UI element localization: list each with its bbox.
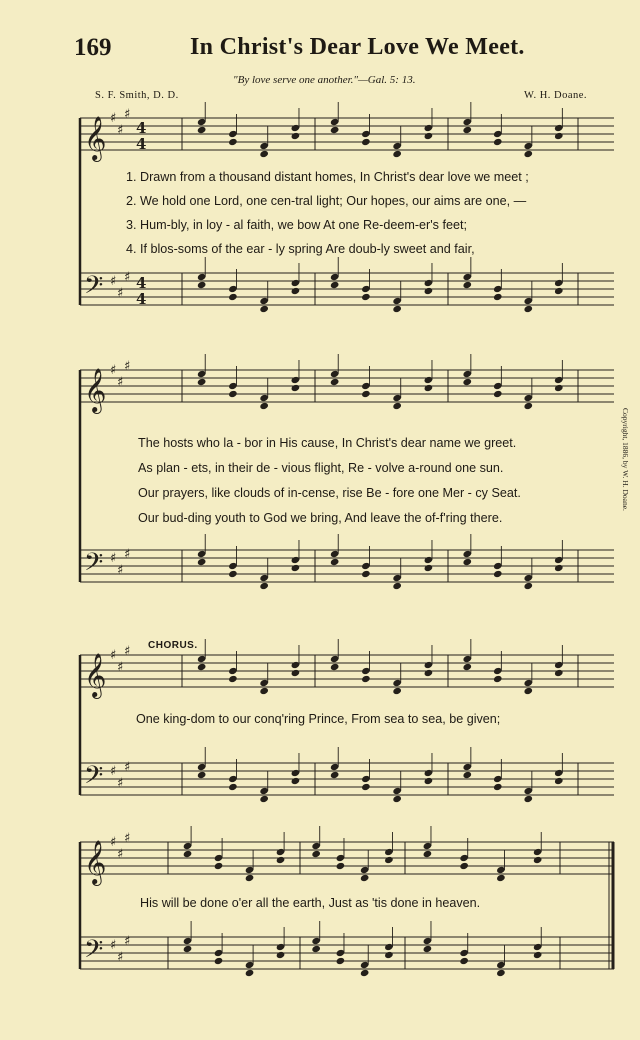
- treble-note: [392, 150, 402, 158]
- bass-note: [197, 558, 207, 566]
- verse-2-line-1: 2. We hold one Lord, one cen-tral light; Our hopes, our aims are one, —: [126, 194, 527, 208]
- bass-note: [554, 564, 564, 572]
- bass-note: [183, 945, 193, 953]
- key-signature-sharp: ♯: [117, 660, 124, 675]
- key-signature-sharp: ♯: [110, 111, 117, 126]
- bass-note: [330, 558, 340, 566]
- bass-note: [197, 771, 207, 779]
- time-signature-top: 4: [136, 274, 147, 292]
- bass-clef-icon: 𝄢: [84, 548, 104, 583]
- bass-note: [330, 281, 340, 289]
- bass-note: [523, 582, 533, 590]
- treble-note: [228, 138, 238, 146]
- bass-note: [384, 951, 394, 959]
- treble-note: [459, 862, 469, 870]
- bass-note: [554, 777, 564, 785]
- treble-note: [228, 390, 238, 398]
- treble-note: [424, 132, 434, 140]
- bass-note: [523, 795, 533, 803]
- verse-3-line-1: 3. Hum-bly, in loy - al faith, we bow At one Re-deem-er's feet;: [126, 218, 467, 232]
- treble-note: [493, 138, 503, 146]
- bass-note: [259, 795, 269, 803]
- bass-note: [360, 969, 370, 977]
- bass-note: [424, 287, 434, 295]
- bass-note: [245, 969, 255, 977]
- bass-note: [554, 287, 564, 295]
- bass-note: [311, 945, 321, 953]
- bass-note: [459, 957, 469, 965]
- key-signature-sharp: ♯: [124, 644, 131, 659]
- treble-note: [424, 669, 434, 677]
- treble-note: [554, 384, 564, 392]
- treble-note: [496, 874, 506, 882]
- time-signature-bottom: 4: [136, 135, 147, 153]
- bass-note: [533, 951, 543, 959]
- treble-note: [493, 390, 503, 398]
- hymn-title: In Christ's Dear Love We Meet.: [190, 34, 525, 60]
- key-signature-sharp: ♯: [110, 551, 117, 566]
- verse-4-line-2: Our bud-ding youth to God we bring, And leave the of-f'ring there.: [138, 511, 503, 525]
- treble-note: [523, 150, 533, 158]
- epigraph: "By love serve one another."—Gal. 5: 13.: [233, 74, 416, 86]
- key-signature-sharp: ♯: [124, 831, 131, 846]
- bass-note: [493, 293, 503, 301]
- treble-note: [361, 675, 371, 683]
- bass-note: [424, 777, 434, 785]
- bass-note: [361, 570, 371, 578]
- treble-note: [384, 856, 394, 864]
- treble-note: [462, 378, 472, 386]
- bass-note: [493, 783, 503, 791]
- treble-note: [360, 874, 370, 882]
- treble-note: [392, 687, 402, 695]
- treble-note: [311, 850, 321, 858]
- bass-note: [259, 582, 269, 590]
- chorus-label: CHORUS.: [148, 640, 198, 651]
- key-signature-sharp: ♯: [110, 938, 117, 953]
- bass-note: [330, 771, 340, 779]
- treble-note: [259, 402, 269, 410]
- treble-note: [523, 687, 533, 695]
- verse-3-line-2: Our prayers, like clouds of in-cense, rise Be - fore one Mer - cy Seat.: [138, 486, 521, 500]
- key-signature-sharp: ♯: [117, 950, 124, 965]
- treble-note: [336, 862, 346, 870]
- key-signature-sharp: ♯: [110, 835, 117, 850]
- verse-1-line-2: The hosts who la - bor in His cause, In Christ's dear name we greet.: [138, 436, 517, 450]
- verse-2-line-2: As plan - ets, in their de - vious flight, Re - volve a-round one sun.: [138, 461, 504, 475]
- bass-note: [197, 281, 207, 289]
- key-signature-sharp: ♯: [117, 286, 124, 301]
- bass-note: [424, 564, 434, 572]
- treble-note: [228, 675, 238, 683]
- treble-note: [462, 126, 472, 134]
- treble-clef-icon: 𝄞: [84, 116, 107, 160]
- bass-note: [336, 957, 346, 965]
- treble-note: [276, 856, 286, 864]
- bass-note: [228, 783, 238, 791]
- hymn-number: 169: [74, 34, 112, 61]
- treble-note: [330, 126, 340, 134]
- key-signature-sharp: ♯: [124, 934, 131, 949]
- treble-note: [554, 669, 564, 677]
- composer-credit: W. H. Doane.: [524, 90, 588, 101]
- treble-note: [330, 663, 340, 671]
- treble-note: [361, 138, 371, 146]
- bass-note: [291, 564, 301, 572]
- treble-note: [554, 132, 564, 140]
- treble-note: [197, 126, 207, 134]
- treble-note: [533, 856, 543, 864]
- chorus-line-1: One king-dom to our conq'ring Prince, From sea to sea, be given;: [136, 712, 501, 726]
- time-signature-top: 4: [136, 119, 147, 137]
- treble-note: [361, 390, 371, 398]
- bass-note: [228, 570, 238, 578]
- bass-note: [291, 287, 301, 295]
- bass-note: [291, 777, 301, 785]
- bass-note: [462, 771, 472, 779]
- bass-note: [392, 305, 402, 313]
- treble-note: [424, 384, 434, 392]
- verse-1-line-1: 1. Drawn from a thousand distant homes, In Christ's dear love we meet ;: [126, 170, 529, 184]
- bass-clef-icon: 𝄢: [84, 935, 104, 970]
- bass-note: [276, 951, 286, 959]
- treble-clef-icon: 𝄞: [84, 653, 107, 697]
- key-signature-sharp: ♯: [124, 760, 131, 775]
- bass-note: [462, 281, 472, 289]
- treble-note: [330, 378, 340, 386]
- lyricist-credit: S. F. Smith, D. D.: [95, 90, 179, 101]
- bass-note: [462, 558, 472, 566]
- key-signature-sharp: ♯: [110, 764, 117, 779]
- bass-clef-icon: 𝄢: [84, 271, 104, 306]
- bass-note: [361, 783, 371, 791]
- treble-note: [462, 663, 472, 671]
- key-signature-sharp: ♯: [124, 547, 131, 562]
- bass-note: [259, 305, 269, 313]
- treble-note: [259, 687, 269, 695]
- time-signature-bottom: 4: [136, 290, 147, 308]
- chorus-line-2: His will be done o'er all the earth, Just as 'tis done in heaven.: [140, 896, 481, 910]
- key-signature-sharp: ♯: [124, 107, 131, 122]
- bass-clef-icon: 𝄢: [84, 761, 104, 796]
- treble-clef-icon: 𝄞: [84, 368, 107, 412]
- key-signature-sharp: ♯: [110, 363, 117, 378]
- treble-note: [245, 874, 255, 882]
- bass-note: [493, 570, 503, 578]
- bass-note: [228, 293, 238, 301]
- key-signature-sharp: ♯: [110, 648, 117, 663]
- treble-note: [291, 669, 301, 677]
- treble-note: [197, 378, 207, 386]
- verse-4-line-1: 4. If blos-soms of the ear - ly spring Are doub-ly sweet and fair,: [126, 242, 475, 256]
- key-signature-sharp: ♯: [117, 123, 124, 138]
- bass-note: [392, 795, 402, 803]
- treble-note: [183, 850, 193, 858]
- key-signature-sharp: ♯: [124, 270, 131, 285]
- bass-note: [423, 945, 433, 953]
- key-signature-sharp: ♯: [117, 776, 124, 791]
- key-signature-sharp: ♯: [117, 563, 124, 578]
- bass-note: [523, 305, 533, 313]
- key-signature-sharp: ♯: [110, 274, 117, 289]
- treble-note: [259, 150, 269, 158]
- bass-note: [361, 293, 371, 301]
- bass-note: [496, 969, 506, 977]
- key-signature-sharp: ♯: [117, 847, 124, 862]
- treble-note: [214, 862, 224, 870]
- treble-note: [291, 132, 301, 140]
- treble-clef-icon: 𝄞: [84, 840, 107, 884]
- key-signature-sharp: ♯: [117, 375, 124, 390]
- bass-note: [392, 582, 402, 590]
- bass-note: [214, 957, 224, 965]
- treble-note: [392, 402, 402, 410]
- treble-note: [291, 384, 301, 392]
- treble-note: [423, 850, 433, 858]
- treble-note: [197, 663, 207, 671]
- treble-note: [493, 675, 503, 683]
- key-signature-sharp: ♯: [124, 359, 131, 374]
- copyright-notice: Copyright, 1886, by W. H. Doane.: [621, 408, 630, 511]
- treble-note: [523, 402, 533, 410]
